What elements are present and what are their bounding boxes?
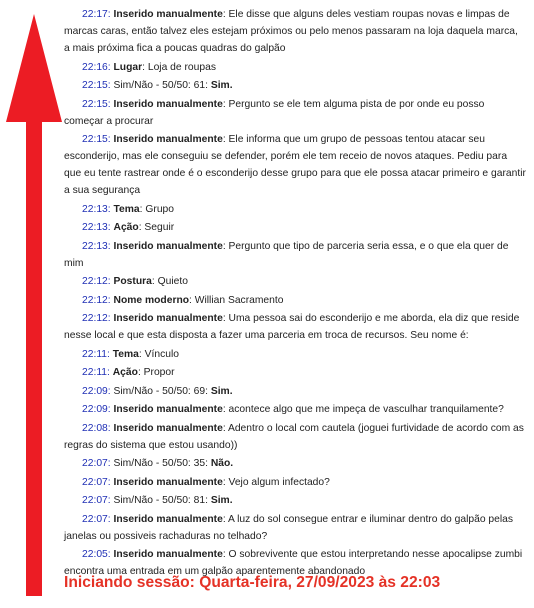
log-entry — [64, 511, 526, 545]
log-entry — [64, 131, 526, 199]
log-entry — [64, 96, 526, 130]
arrow-shape — [6, 14, 62, 596]
entry-time: 22:15: — [82, 134, 111, 145]
log-entry — [64, 273, 526, 290]
entry-text: : Pergunto se ele tem alguma pista de por onde eu posso começar a procurar — [64, 98, 485, 127]
entry-result: Sim. — [210, 495, 233, 506]
entry-label: Inserido manualmente — [113, 422, 223, 434]
entry-time: 22:15: — [82, 80, 111, 91]
entry-text: Sim/Não - 50/50: 35: — [113, 458, 211, 469]
entry-time: 22:12: — [82, 294, 111, 306]
entry-text: : Propor — [137, 367, 175, 378]
session-log — [64, 6, 526, 582]
entry-label: Ação — [112, 367, 138, 378]
entry-result: Sim. — [210, 80, 233, 91]
entry-text: : Seguir — [138, 222, 175, 233]
log-entry — [64, 364, 526, 381]
log-entry — [64, 201, 526, 218]
log-entry — [64, 310, 526, 344]
entry-text: : Grupo — [139, 203, 174, 215]
entry-text: : Ele disse que alguns deles vestiam roupas novas e limpas de marcas caras, então talvez eles estejam próximos ou pelo menos passaram na loja daquela marca, a mais próxima fica a poucas quadras do galpão — [64, 9, 518, 54]
entry-time: 22:08: — [82, 422, 111, 434]
entry-label: Inserido manualmente — [113, 134, 223, 145]
entry-time: 22:16: — [82, 61, 111, 73]
up-arrow-icon — [0, 0, 70, 608]
entry-label: Inserido manualmente — [113, 240, 223, 252]
entry-text: Sim/Não - 50/50: 69: — [113, 385, 211, 397]
entry-text: : Vejo algum infectado? — [222, 476, 330, 488]
entry-time: 22:13: — [82, 240, 111, 252]
entry-text: : Vínculo — [138, 348, 179, 360]
log-entry — [64, 383, 526, 400]
entry-result: Não. — [210, 458, 234, 469]
entry-time: 22:12: — [82, 313, 111, 324]
entry-text: : O sobrevivente que estou interpretando nesse apocalipse zumbi encontra uma entrada em um galpão aparentemente abandonado — [64, 549, 523, 577]
entry-label: Tema — [113, 203, 140, 215]
entry-text: : Ele informa que um grupo de pessoas tentou atacar seu esconderijo, mas ele conseguiu se defender, porém ele tem receio de novos ataques. Pediu para que eu tente rastrear onde é o esconderijo desse grupo para que ele possa atacar primeiro e garantir a sua segurança — [64, 134, 526, 196]
entry-label: Lugar — [113, 61, 143, 73]
entry-label: Inserido manualmente — [113, 313, 223, 324]
entry-time: 22:15: — [82, 98, 111, 110]
log-entry — [64, 346, 526, 363]
entry-text: : Uma pessoa sai do esconderijo e me aborda, ela diz que reside nesse local e que esta disposta a fazer uma parceria em troca de recursos. Seu nome é: — [64, 313, 520, 341]
entry-result: Sim. — [210, 385, 233, 397]
entry-time: 22:07: — [82, 476, 111, 488]
entry-label: Inserido manualmente — [113, 98, 223, 110]
log-entry — [64, 59, 526, 76]
log-entry — [64, 219, 526, 236]
log-entry — [64, 420, 526, 454]
log-entry — [64, 238, 526, 272]
entry-label: Nome moderno — [113, 294, 190, 306]
log-entry — [64, 292, 526, 309]
log-entry — [64, 6, 526, 57]
entry-time: 22:12: — [82, 276, 111, 287]
entry-text: : Pergunto que tipo de parceria seria essa, e o que ela quer de mim — [64, 240, 509, 269]
entry-time: 22:13: — [82, 203, 111, 215]
entry-label: Inserido manualmente — [113, 404, 223, 415]
entry-text: : Adentro o local com cautela (joguei furtividade de acordo com as regras do sistema que estou usando)) — [64, 422, 524, 451]
log-entry — [64, 474, 526, 491]
entry-text: : Loja de roupas — [142, 61, 216, 73]
log-entry — [64, 455, 526, 472]
session-start-label: Iniciando sessão: Quarta-feira, 27/09/2023 às 22:03 — [64, 574, 441, 591]
log-entry — [64, 77, 526, 94]
entry-text: : Quieto — [151, 276, 188, 287]
entry-time: 22:09: — [82, 385, 111, 397]
entry-time: 22:07: — [82, 513, 111, 525]
log-entry — [64, 401, 526, 418]
entry-text: : A luz do sol consegue entrar e iluminar dentro do galpão pelas janelas ou possiveis rachaduras no telhado? — [64, 513, 514, 542]
entry-label: Ação — [113, 222, 139, 233]
entry-label: Postura — [113, 276, 152, 287]
entry-label: Inserido manualmente — [113, 9, 223, 20]
entry-label: Inserido manualmente — [113, 476, 223, 488]
entry-time: 22:09: — [82, 404, 111, 415]
entry-time: 22:05: — [82, 549, 111, 560]
entry-label: Inserido manualmente — [113, 513, 223, 525]
entry-label: Tema — [112, 348, 139, 360]
entry-text: : Willian Sacramento — [189, 294, 284, 306]
entry-text: Sim/Não - 50/50: 81: — [113, 495, 211, 506]
entry-time: 22:17: — [82, 9, 111, 20]
entry-text: : acontece algo que me impeça de vasculhar tranquilamente? — [222, 404, 504, 415]
entry-time: 22:11: — [82, 348, 110, 360]
entry-time: 22:07: — [82, 495, 111, 506]
entry-time: 22:13: — [82, 222, 111, 233]
log-entry — [64, 492, 526, 509]
entry-time: 22:07: — [82, 458, 111, 469]
entry-label: Inserido manualmente — [113, 549, 223, 560]
entry-text: Sim/Não - 50/50: 61: — [113, 80, 211, 91]
entry-time: 22:11: — [82, 367, 110, 378]
